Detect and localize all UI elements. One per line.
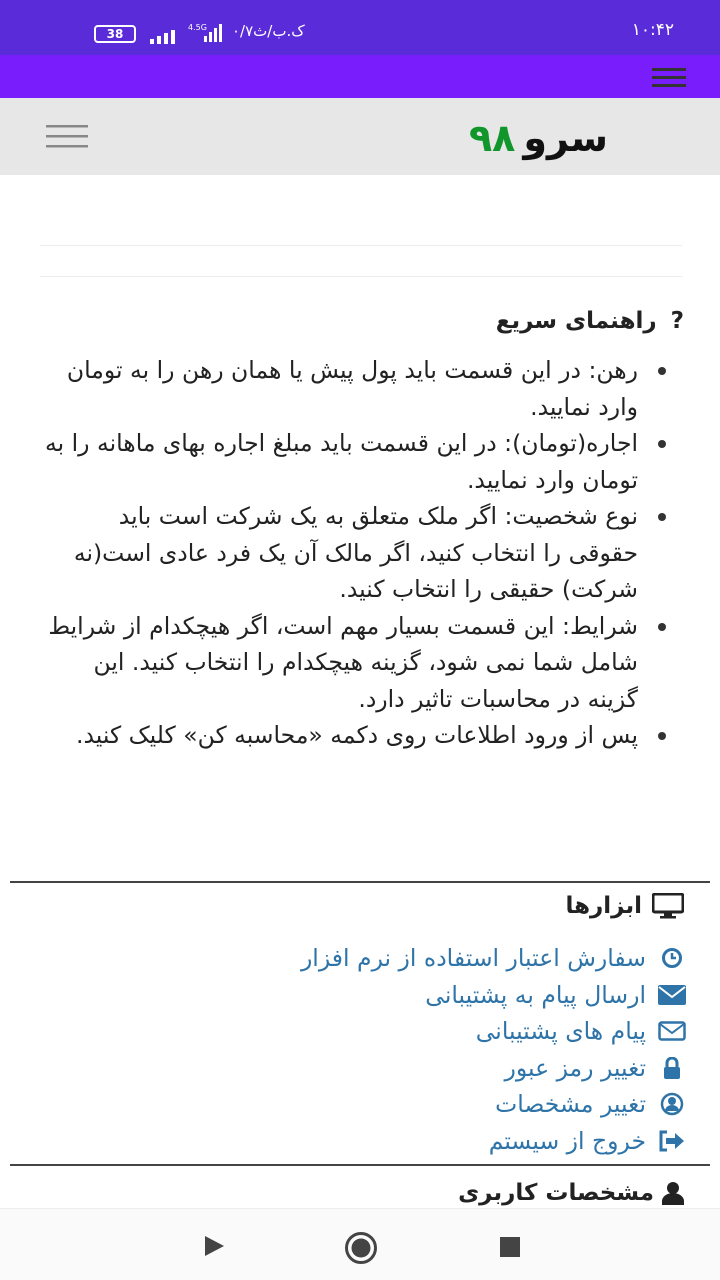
separator-line xyxy=(40,276,682,277)
user-info-heading: مشخصات کاربری xyxy=(458,1180,654,1206)
quick-guide-title xyxy=(496,308,684,334)
home-circle-icon[interactable] xyxy=(344,1231,378,1265)
tool-link-send-message[interactable] xyxy=(301,977,686,1014)
section-divider xyxy=(10,1164,710,1166)
section-divider xyxy=(10,881,710,883)
tool-link-label: تغییر مشخصات xyxy=(495,1090,646,1119)
guide-item-calculate: پس از ورود اطلاعات روی دکمه «محاسبه کن» کلیک کنید. xyxy=(42,717,638,754)
tool-link-label: تغییر رمز عبور xyxy=(504,1053,646,1082)
tools-heading: ابزارها xyxy=(565,893,642,919)
site-menu-toggle-icon[interactable] xyxy=(46,122,88,150)
status-bar xyxy=(0,0,720,55)
data-speed: ۰/۷ک.ب/ث xyxy=(232,22,305,40)
monitor-icon xyxy=(652,893,684,919)
tool-link-support-messages[interactable] xyxy=(301,1013,686,1050)
tool-link-order-credit[interactable] xyxy=(301,940,686,977)
sign-out-icon xyxy=(658,1129,686,1153)
lock-icon xyxy=(658,1056,686,1080)
tool-link-change-password[interactable] xyxy=(301,1050,686,1087)
envelope-filled-icon xyxy=(658,983,686,1007)
user-circle-icon xyxy=(658,1092,686,1116)
cell-signal-icon xyxy=(188,22,224,42)
logo-word: سرو xyxy=(523,116,608,160)
separator-line xyxy=(40,245,682,246)
guide-item-mortgage: رهن: در این قسمت باید پول پیش یا همان رهن را به تومان وارد نمایید. xyxy=(42,352,638,425)
user-info-title xyxy=(458,1180,684,1206)
app-bar xyxy=(0,55,720,98)
recent-apps-square-icon[interactable] xyxy=(500,1237,520,1257)
network-type-label: 4.5G xyxy=(188,23,207,32)
system-nav-bar xyxy=(0,1208,720,1280)
site-logo[interactable] xyxy=(469,116,608,160)
quick-guide-list xyxy=(42,352,638,754)
clock-icon xyxy=(658,946,686,970)
tool-link-label: پیام های پشتیبانی xyxy=(475,1017,646,1046)
tool-link-label: سفارش اعتبار استفاده از نرم افزار xyxy=(300,944,646,973)
tools-list xyxy=(301,940,686,1159)
tool-link-label: ارسال پیام به پشتیبانی xyxy=(425,980,646,1009)
clock: ۱۰:۴۲ xyxy=(631,20,674,40)
tool-link-edit-profile[interactable] xyxy=(301,1086,686,1123)
user-icon xyxy=(662,1181,684,1205)
tool-link-label: خروج از سیستم xyxy=(488,1126,646,1155)
guide-item-entity-type: نوع شخصیت: اگر ملک متعلق به یک شرکت است باید حقوقی را انتخاب کنید، اگر مالک آن یک فرد عادی است(نه شرکت) حقیقی را انتخاب کنید. xyxy=(42,498,638,608)
guide-item-rent: اجاره(تومان): در این قسمت باید مبلغ اجاره بهای ماهانه را به تومان وارد نمایید. xyxy=(42,425,638,498)
envelope-outline-icon xyxy=(658,1019,686,1043)
tools-title xyxy=(565,893,684,919)
battery-indicator: 38 xyxy=(94,25,136,43)
tool-link-logout[interactable] xyxy=(301,1123,686,1160)
site-header xyxy=(0,98,720,175)
question-icon: ? xyxy=(670,308,684,334)
back-triangle-icon[interactable] xyxy=(203,1235,225,1257)
guide-item-conditions: شرایط: این قسمت بسیار مهم است، اگر هیچکدام از شرایط شامل شما نمی شود، گزینه هیچکدام را انتخاب کنید. این گزینه در محاسبات تاثیر دارد. xyxy=(42,608,638,718)
logo-number: ۹۸ xyxy=(468,116,516,160)
quick-guide-heading: راهنمای سریع xyxy=(495,308,657,334)
hamburger-menu-icon[interactable] xyxy=(650,65,688,89)
wifi-signal-icon xyxy=(148,28,178,44)
